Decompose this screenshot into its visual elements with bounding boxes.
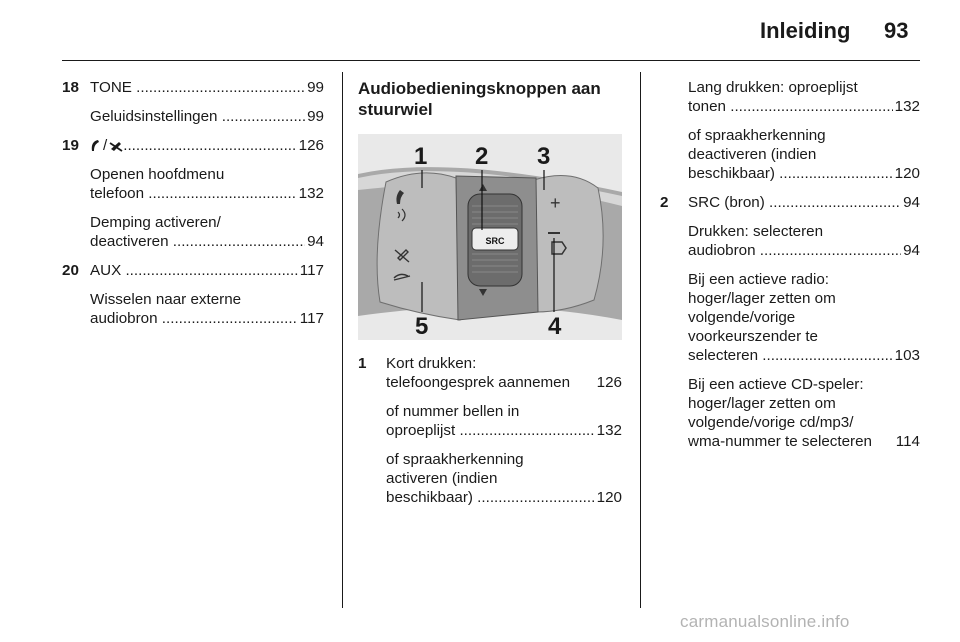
column-divider-left — [342, 72, 343, 608]
text-line: of nummer bellen in — [386, 403, 520, 420]
text-line: Wisselen naar externe — [90, 291, 242, 308]
callout-1: 1 — [414, 143, 428, 170]
text-line: Demping activeren/ — [90, 214, 221, 231]
steering-wheel-illustration — [358, 134, 622, 340]
index-line: audiobron ..... 94 — [688, 241, 920, 260]
column-1 — [62, 78, 324, 338]
callout-2: 2 — [475, 143, 489, 170]
index-line: wma-nummer te selecteren 114 — [688, 433, 920, 450]
callout-3: 3 — [537, 143, 551, 170]
callout-5: 5 — [415, 313, 429, 340]
page-ref: 132 — [298, 185, 324, 202]
page-ref: 94 — [903, 194, 920, 211]
text-line: volgende/vorige cd/mp3/ — [688, 414, 854, 431]
entry-18 — [62, 78, 324, 97]
page-ref: 99 — [307, 79, 324, 96]
text-line: Openen hoofdmenu — [90, 166, 225, 183]
index-line: audiobron ..... 117 — [90, 309, 324, 328]
column-divider-right — [640, 72, 641, 608]
phone-icon-separator: / — [103, 137, 108, 154]
text-line: hoger/lager zetten om — [688, 290, 836, 307]
entry-19 — [62, 136, 324, 155]
phone-icon — [90, 139, 101, 153]
entry-1-long-press — [660, 78, 920, 116]
index-line — [90, 136, 324, 155]
text-line: deactiveren (indien — [688, 146, 817, 163]
entry-number: 1 — [358, 355, 367, 372]
page-ref: 132 — [596, 422, 622, 439]
text-line: hoger/lager zetten om — [688, 395, 836, 412]
entry-19-sub-b — [62, 213, 324, 251]
text-line: activeren (indien — [386, 470, 498, 487]
steering-wheel-controls-figure — [358, 134, 622, 340]
section-title: Audiobedieningsknoppen aan stuurwiel — [358, 79, 601, 119]
entry-1-sub-b — [358, 450, 622, 507]
text-line: Lang drukken: oproeplijst — [688, 79, 858, 96]
svg-text:+: + — [550, 193, 561, 213]
entry-2-sub-c — [660, 375, 920, 451]
entry-number: 2 — [660, 194, 669, 211]
text-line: voorkeurszender te — [688, 328, 819, 345]
text-line: of spraakherkenning — [688, 127, 826, 144]
entry-18-sub — [62, 107, 324, 126]
text-line: Kort drukken: — [386, 355, 477, 372]
index-line: telefoon ..... 132 — [90, 184, 324, 203]
index-line: beschikbaar) ..... 120 — [386, 488, 622, 507]
column-2 — [358, 78, 622, 517]
page-ref: 120 — [894, 165, 920, 182]
page-ref: 94 — [307, 233, 324, 250]
index-line: telefoongesprek aannemen 126 — [386, 374, 622, 391]
entry-1-sub-a — [358, 402, 622, 440]
text-line: Bij een actieve radio: — [688, 271, 829, 288]
text-line: volgende/vorige — [688, 309, 796, 326]
text-line: Drukken: selecteren — [688, 223, 824, 240]
watermark: carmanualsonline.info — [680, 612, 850, 631]
callout-4: 4 — [548, 313, 562, 340]
entry-number: 19 — [62, 137, 79, 154]
entry-number: 20 — [62, 262, 79, 279]
index-line: TONE ..... 99 — [90, 78, 324, 97]
index-line: tonen ..... 132 — [688, 97, 920, 116]
page-number: 93 — [884, 18, 909, 43]
index-line: oproeplijst ..... 132 — [386, 421, 622, 440]
entry-20-sub — [62, 290, 324, 328]
entry-2-sub-b — [660, 270, 920, 365]
src-button-label: SRC — [485, 236, 505, 246]
page-ref: 120 — [596, 489, 622, 506]
index-line: AUX ..... 117 — [90, 261, 324, 280]
index-line: SRC (bron) ..... 94 — [688, 193, 920, 212]
entry-1-long-press-sub — [660, 126, 920, 183]
text-line: of spraakherkenning — [386, 451, 524, 468]
index-line: deactiveren ..... 94 — [90, 232, 324, 251]
entry-2 — [660, 193, 920, 212]
entry-number: 18 — [62, 79, 79, 96]
running-header-title: Inleiding — [760, 18, 851, 43]
page-ref: 117 — [299, 310, 324, 327]
page-ref: 126 — [596, 374, 622, 391]
page-ref: 117 — [299, 262, 324, 279]
page-ref: 99 — [307, 108, 324, 125]
column-3 — [660, 78, 920, 461]
entry-1 — [358, 354, 622, 392]
entry-20 — [62, 261, 324, 280]
header-rule — [62, 60, 920, 61]
page-ref: 126 — [298, 137, 324, 154]
index-line: selecteren ..... 103 — [688, 346, 920, 365]
mute-phone-icon — [109, 139, 123, 153]
entry-19-sub-a — [62, 165, 324, 203]
index-line: beschikbaar) ..... 120 — [688, 164, 920, 183]
text-line: Bij een actieve CD-speler: — [688, 376, 864, 393]
page-ref: 132 — [894, 98, 920, 115]
page-ref: 114 — [895, 433, 920, 450]
index-line: Geluidsinstellingen ..... 99 — [90, 107, 324, 126]
page-ref: 94 — [903, 242, 920, 259]
page-ref: 103 — [894, 347, 920, 364]
entry-2-sub-a — [660, 222, 920, 260]
